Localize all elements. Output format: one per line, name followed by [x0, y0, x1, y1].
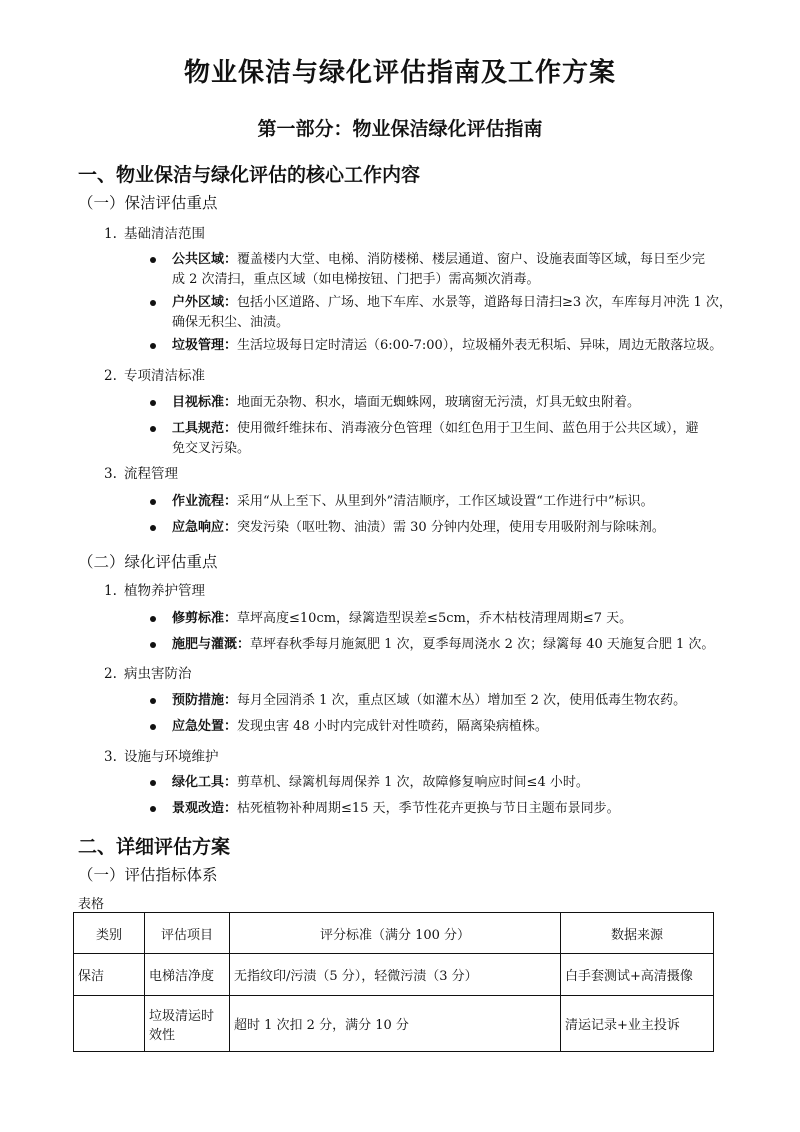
- bullet-dot-icon: [150, 698, 156, 704]
- greening-item-3-heading: [104, 745, 219, 765]
- table-header-cell: 数据来源: [561, 913, 714, 954]
- bullet-prevention: 预防措施：每月全园消杀 1 次，重点区域（如灌木丛）增加至 2 次，使用低毒生物农药。: [150, 691, 770, 711]
- bullet-work-process: 作业流程：采用“从上至下、从里到外”清洁顺序，工作区域设置“工作进行中”标识。: [150, 492, 770, 512]
- bullet-dot-icon: [150, 780, 156, 786]
- item-title: 设施与环境维护: [124, 749, 219, 765]
- bullet-dot-icon: [150, 525, 156, 531]
- bullet-outdoor-area: 户外区域：包括小区道路、广场、地下车库、水景等，道路每日清扫≥3 次，车库每月冲洗 1 次， 确保无积尘、油渍。: [150, 293, 770, 333]
- bullet-fertilizing-irrigation: 施肥与灌溉：草坪春秋季每月施氮肥 1 次，夏季每周浇水 2 次；绿篱每 40 天施复合肥 1 次。: [150, 635, 770, 655]
- bullet-visual-standard: 目视标准：地面无杂物、积水，墙面无蜘蛛网，玻璃窗无污渍，灯具无蚊虫附着。: [150, 393, 770, 413]
- table-cell: 无指纹印/污渍（5 分），轻微污渍（3 分）: [230, 954, 561, 996]
- item-number: 1.: [104, 583, 117, 599]
- table-cell: 保洁: [74, 954, 145, 996]
- greening-heading: （二）绿化评估重点: [78, 553, 218, 571]
- item-number: 3.: [104, 466, 117, 482]
- cleaning-item-3-heading: [104, 462, 178, 482]
- cleaning-heading: （一）保洁评估重点: [78, 194, 218, 212]
- item-title: 植物养护管理: [124, 583, 205, 599]
- bullet-dot-icon: [150, 400, 156, 406]
- greening-item-2-heading: [104, 662, 192, 682]
- bullet-dot-icon: [150, 343, 156, 349]
- bullet-tool-standard: 工具规范：使用微纤维抹布、消毒液分色管理（如红色用于卫生间、蓝色用于公共区域），避 免交叉污染。: [150, 419, 770, 459]
- table-cell: 清运记录+业主投诉: [561, 996, 714, 1052]
- item-number: 3.: [104, 749, 117, 765]
- item-title: 流程管理: [124, 466, 178, 482]
- item-title: 基础清洁范围: [124, 226, 205, 242]
- bullet-dot-icon: [150, 257, 156, 263]
- table-cell: 超时 1 次扣 2 分，满分 10 分: [230, 996, 561, 1052]
- item-number: 2.: [104, 666, 117, 682]
- cleaning-item-1-heading: [104, 222, 205, 242]
- document-title: 物业保洁与绿化评估指南及工作方案: [183, 58, 616, 88]
- table-cell: 白手套测试+高清摄像: [561, 954, 714, 996]
- table-cell: [74, 996, 145, 1052]
- greening-item-1-heading: [104, 579, 205, 599]
- table-cell: 垃圾清运时效性: [145, 996, 230, 1052]
- evaluation-table: [73, 912, 714, 1052]
- section-1-heading: 一、物业保洁与绿化评估的核心工作内容: [78, 164, 421, 186]
- bullet-dot-icon: [150, 300, 156, 306]
- bullet-dot-icon: [150, 642, 156, 648]
- item-title: 专项清洁标准: [124, 368, 205, 384]
- table-header-cell: 评分标准（满分 100 分）: [230, 913, 561, 954]
- cleaning-item-2-heading: [104, 364, 205, 384]
- bullet-dot-icon: [150, 806, 156, 812]
- table-header-cell: 评估项目: [145, 913, 230, 954]
- item-title: 病虫害防治: [124, 666, 192, 682]
- table-cell: 电梯洁净度: [145, 954, 230, 996]
- bullet-dot-icon: [150, 499, 156, 505]
- bullet-dot-icon: [150, 426, 156, 432]
- bullet-public-area: 公共区域：覆盖楼内大堂、电梯、消防楼梯、楼层通道、窗户、设施表面等区域，每日至少完 成 2 次清扫，重点区域（如电梯按钮、门把手）需高频次消毒。: [150, 250, 770, 290]
- table-row: [74, 996, 714, 1052]
- bullet-pruning-standard: 修剪标准：草坪高度≤10cm，绿篱造型误差≤5cm，乔木枯枝清理周期≤7 天。: [150, 609, 770, 629]
- table-caption: 表格: [78, 897, 105, 912]
- bullet-dot-icon: [150, 724, 156, 730]
- item-number: 1.: [104, 226, 117, 242]
- bullet-emergency-treatment: 应急处置：发现虫害 48 小时内完成针对性喷药，隔离染病植株。: [150, 717, 770, 737]
- table-header-cell: 类别: [74, 913, 145, 954]
- bullet-garbage-management: 垃圾管理：生活垃圾每日定时清运（6:00-7:00），垃圾桶外表无积垢、异味，周边无散落垃圾。: [150, 336, 770, 356]
- bullet-dot-icon: [150, 616, 156, 622]
- table-header-row: [74, 913, 714, 954]
- bullet-emergency-response: 应急响应：突发污染（呕吐物、油渍）需 30 分钟内处理，使用专用吸附剂与除味剂。: [150, 518, 770, 538]
- table-row: [74, 954, 714, 996]
- indicator-system-heading: （一）评估指标体系: [78, 866, 218, 884]
- section-2-heading: 二、详细评估方案: [78, 836, 231, 858]
- bullet-greening-tools: 绿化工具：剪草机、绿篱机每周保养 1 次，故障修复响应时间≤4 小时。: [150, 773, 770, 793]
- part-one-title: 第一部分：物业保洁绿化评估指南: [257, 118, 543, 140]
- bullet-landscape-renovation: 景观改造：枯死植物补种周期≤15 天，季节性花卉更换与节日主题布景同步。: [150, 799, 770, 819]
- item-number: 2.: [104, 368, 117, 384]
